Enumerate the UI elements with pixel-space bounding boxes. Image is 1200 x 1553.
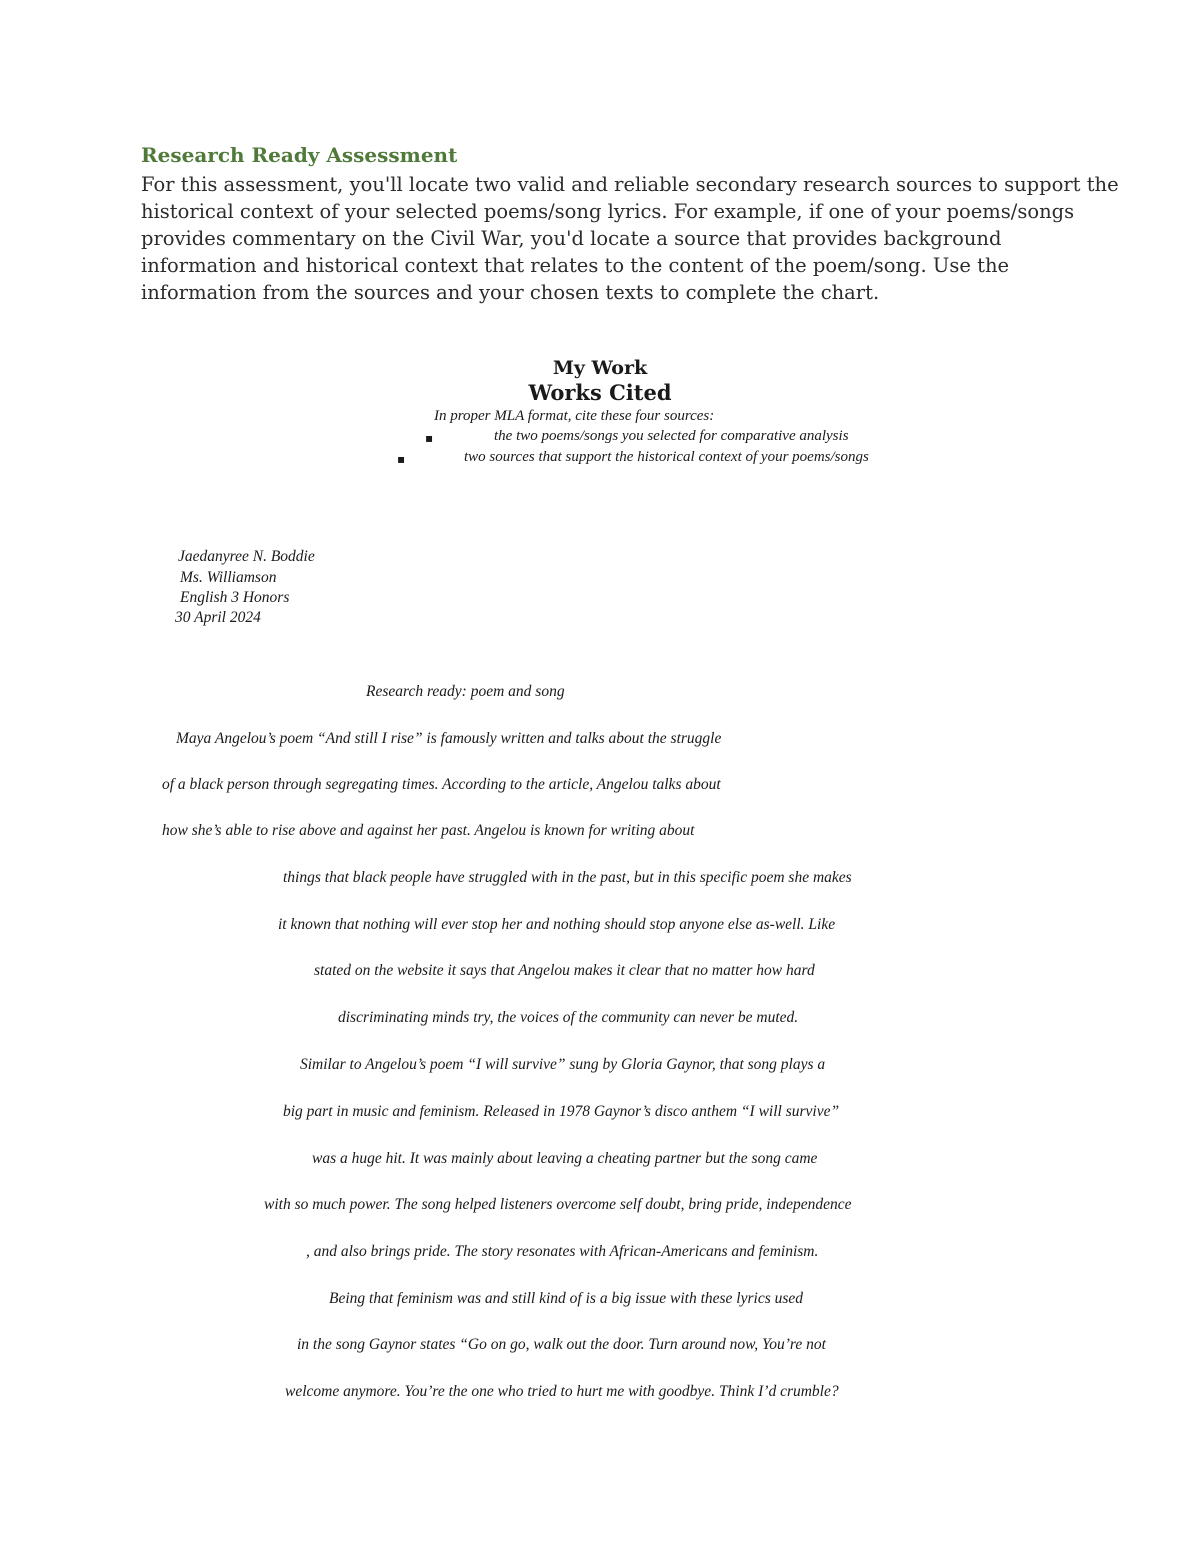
intro-line: information and historical context that relates to the content of the poem/song. Use the [141, 254, 1010, 277]
essay-line: Being that feminism was and still kind of is a big issue with these lyrics used [329, 1290, 804, 1307]
essay-title: Research ready: poem and song [366, 683, 565, 700]
essay-line: discriminating minds try, the voices of the community can never be muted. [338, 1009, 799, 1026]
essay-line: how she’s able to rise above and against her past. Angelou is known for writing about [162, 822, 695, 839]
essay-line: things that black people have struggled with in the past, but in this specific poem she makes [283, 869, 852, 886]
intro-line: For this assessment, you'll locate two valid and reliable secondary research sources to support the [141, 173, 1119, 196]
essay-line: welcome anymore. You’re the one who tried to hurt me with goodbye. Think I’d crumble? [285, 1383, 839, 1400]
essay-line: was a huge hit. It was mainly about leaving a cheating partner but the song came [312, 1150, 818, 1167]
essay-line: , and also brings pride. The story resonates with African-Americans and feminism. [306, 1243, 819, 1260]
citation-bullet: the two poems/songs you selected for comparative analysis [494, 428, 849, 444]
essay-line: in the song Gaynor states “Go on go, walk out the door. Turn around now, You’re not [297, 1336, 826, 1353]
student-name: Jaedanyree N. Boddie [178, 548, 315, 565]
essay-line: stated on the website it says that Angelou makes it clear that no matter how hard [314, 962, 815, 979]
assessment-title: Research Ready Assessment [141, 143, 458, 167]
bullet-icon: ▪ [425, 431, 434, 445]
essay-line: with so much power. The song helped listeners overcome self doubt, bring pride, independence [264, 1196, 852, 1213]
works-cited-heading: Works Cited [528, 380, 672, 405]
intro-line: information from the sources and your chosen texts to complete the chart. [141, 281, 880, 304]
essay-line: Similar to Angelou’s poem “I will survive” sung by Gloria Gaynor, that song plays a [300, 1056, 826, 1073]
intro-line: historical context of your selected poems/song lyrics. For example, if one of your poems/songs [141, 200, 1075, 223]
essay-line: big part in music and feminism. Released in 1978 Gaynor’s disco anthem “I will survive” [283, 1103, 840, 1120]
intro-line: provides commentary on the Civil War, you'd locate a source that provides background [141, 227, 1002, 250]
bullet-icon: ▪ [397, 452, 406, 466]
citation-instruction: In proper MLA format, cite these four sources: [434, 408, 715, 424]
assessment-intro [141, 171, 1119, 306]
citation-bullet: two sources that support the historical context of your poems/songs [464, 449, 869, 465]
essay-line: Maya Angelou’s poem “And still I rise” is famously written and talks about the struggle [176, 730, 722, 747]
my-work-heading: My Work [552, 357, 648, 379]
submission-date: 30 April 2024 [175, 609, 261, 626]
teacher-name: Ms. Williamson [180, 569, 277, 586]
course-name: English 3 Honors [180, 589, 290, 606]
essay-line: of a black person through segregating times. According to the article, Angelou talks about [162, 776, 721, 793]
essay-line: it known that nothing will ever stop her and nothing should stop anyone else as-well. Like [278, 916, 836, 933]
